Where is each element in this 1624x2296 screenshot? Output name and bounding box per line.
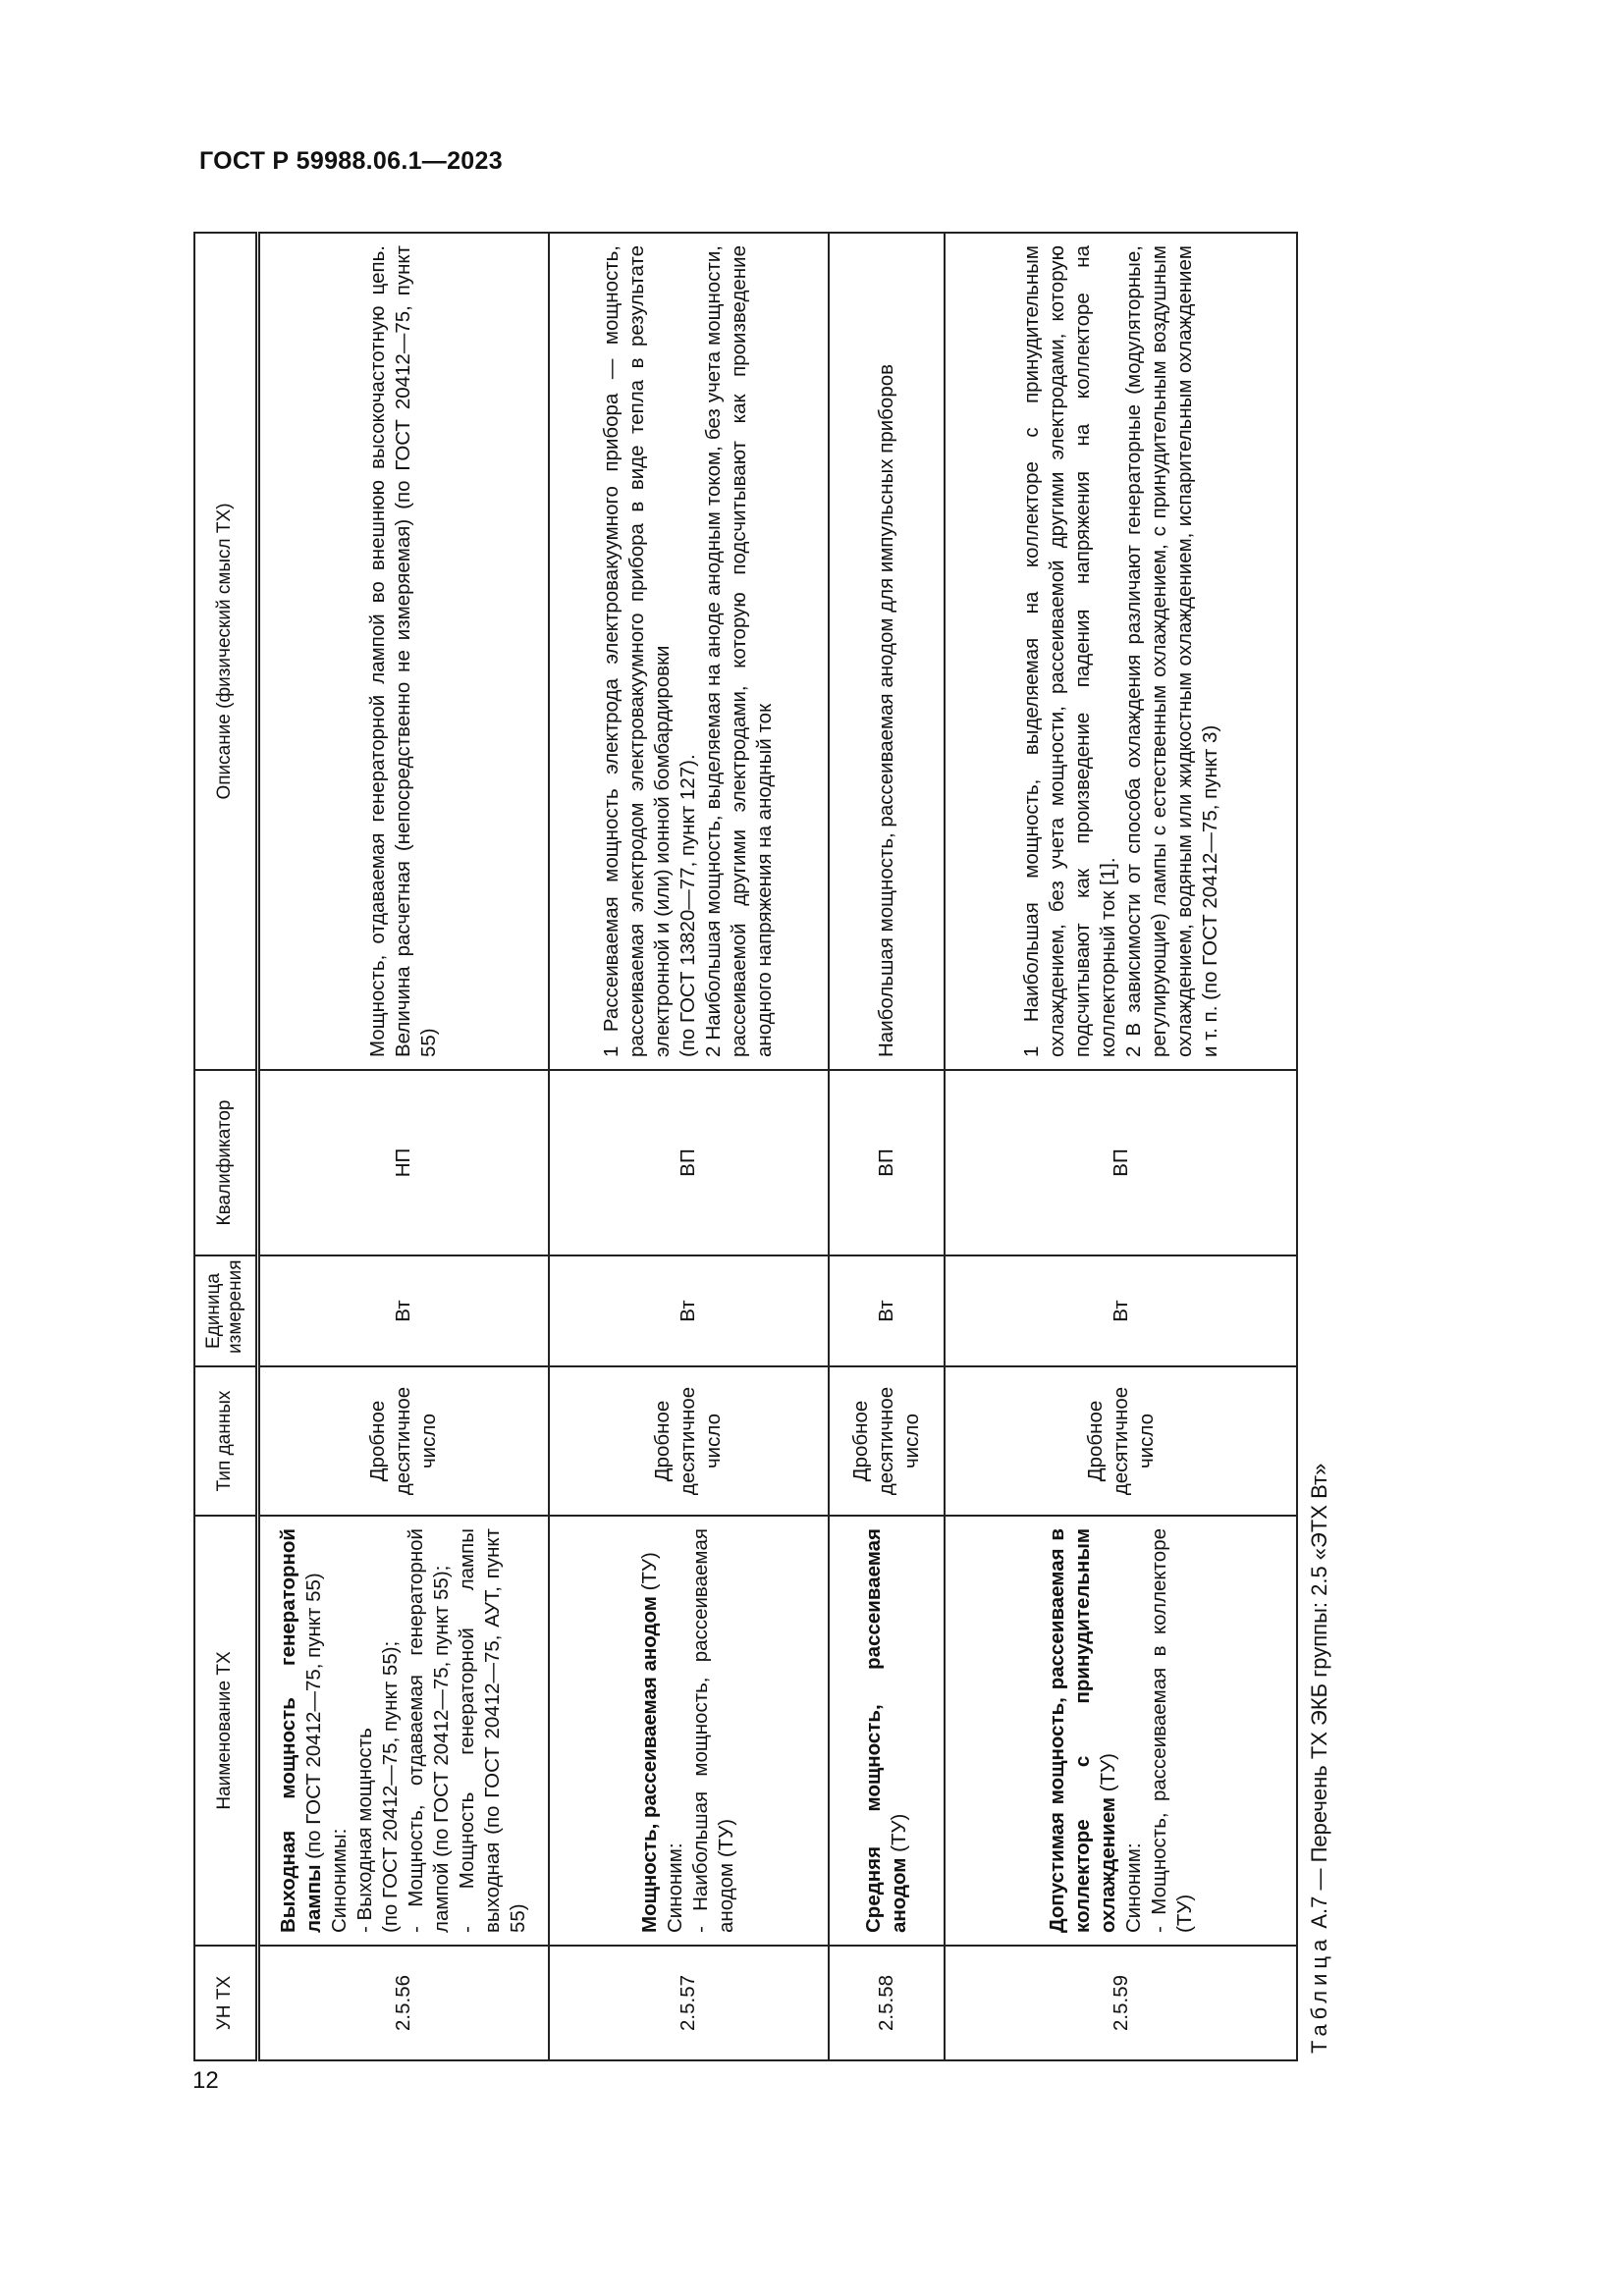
- cell-type: Дробное десятичное число: [257, 1366, 549, 1516]
- desc-line: Мощность, отдаваемая генераторной лампой во внешнюю высокочастотную цепь. Величина расчетная (непосредственно не измеряемая) (по ГОСТ 20412—75, пункт 55): [366, 245, 441, 1057]
- cell-desc: [257, 233, 549, 1070]
- name-ref: (по ГОСТ 20412—75, пункт 55): [302, 1573, 326, 1865]
- col-header-desc: Описание (физический смысл ТХ): [194, 233, 257, 1070]
- cell-unit: Вт: [829, 1255, 946, 1366]
- cell-qualifier: ВП: [829, 1070, 946, 1255]
- synonym-line: (по ГОСТ 20412—75, пункт 55);: [379, 1640, 403, 1933]
- table-row: [829, 233, 946, 2060]
- desc-line: 2 Наибольшая мощность, выделяемая на аноде анодным током, без учета мощности, рассеиваемой другими электродами, которую подсчитывают как произведение анодного напряжения на анодный ток: [702, 245, 777, 1057]
- table-row: [945, 233, 1297, 2060]
- cell-name: [945, 1516, 1297, 1946]
- table-row: [257, 233, 549, 2060]
- cell-unit: Вт: [549, 1255, 829, 1366]
- cell-qualifier: ВП: [549, 1070, 829, 1255]
- name-ref: (ТУ): [887, 1813, 910, 1858]
- synonym-label: Синоним:: [664, 1842, 687, 1933]
- desc-line: 2 В зависимости от способа охлаждения различают генераторные (модуляторные, регулирующие) лампы с естественным охлаждением, с принудительным воздушным охлаждением, водяным или жидкостным охлаждением, испарительным охлаждением и т. п. (по ГОСТ 20412—75, пункт 3): [1121, 245, 1221, 1057]
- name-ref: (ТУ): [638, 1552, 662, 1597]
- caption-label: Таблица: [1307, 1934, 1331, 2054]
- name-bold: Средняя мощность, рассеиваемая анодом: [861, 1528, 910, 1933]
- cell-desc: [829, 233, 946, 1070]
- name-ref: (ТУ): [1096, 1753, 1119, 1797]
- col-header-unit: Единица измерения: [194, 1255, 257, 1366]
- cell-type: Дробное десятичное число: [549, 1366, 829, 1516]
- cell-code: 2.5.57: [549, 1946, 829, 2060]
- table-header-row: [194, 233, 257, 2060]
- cell-qualifier: ВП: [945, 1070, 1297, 1255]
- cell-desc: [945, 233, 1297, 1070]
- table-row: [549, 233, 829, 2060]
- synonym-label: Синоним:: [1121, 1842, 1145, 1933]
- caption-text: А.7 — Перечень ТХ ЭКБ группы: 2.5 «ЭТХ Вт»: [1307, 1463, 1331, 1935]
- synonym-label: Синонимы:: [328, 1828, 352, 1933]
- cell-desc: [549, 233, 829, 1070]
- col-header-code: УН ТХ: [194, 1946, 257, 2060]
- synonym-line: - Наибольшая мощность, рассеиваемая анодом (ТУ): [689, 1528, 738, 1933]
- col-header-name: Наименование ТХ: [194, 1516, 257, 1946]
- col-header-qualifier: Квалификатор: [194, 1070, 257, 1255]
- cell-qualifier: НП: [257, 1070, 549, 1255]
- tx-table: [193, 232, 1298, 2061]
- desc-line: 1 Наибольшая мощность, выделяемая на коллекторе с принудительным охлаждением, без учета мощности, рассеиваемой другими электродами, которую подсчитывают как произведение падения напряжения на коллекторе на коллекторный ток [1].: [1019, 245, 1119, 1057]
- table-caption: [1307, 1464, 1332, 2054]
- cell-type: Дробное десятичное число: [945, 1366, 1297, 1516]
- page-number: 12: [192, 2067, 219, 2094]
- cell-type: Дробное десятичное число: [829, 1366, 946, 1516]
- name-bold: Выходная мощность генераторной лампы: [277, 1528, 326, 1933]
- cell-name: [257, 1516, 549, 1946]
- cell-code: 2.5.59: [945, 1946, 1297, 2060]
- col-header-type: Тип данных: [194, 1366, 257, 1516]
- synonym-line: - Мощность, рассеиваемая в коллекторе (ТУ): [1147, 1528, 1196, 1933]
- cell-name: [829, 1516, 946, 1946]
- desc-line: Наибольшая мощность, рассеиваемая анодом для импульсных приборов: [874, 363, 897, 1057]
- cell-code: 2.5.58: [829, 1946, 946, 2060]
- name-bold: Допустимая мощность, рассеиваемая в коллекторе с принудительным охлаждением: [1045, 1528, 1119, 1933]
- desc-line: 1 Рассеиваемая мощность электрода электровакуумного прибора — мощность, рассеиваемая электродом электровакуумного прибора в виде тепла в результате электронной и (или) ионной бомбардировки: [600, 245, 675, 1057]
- desc-line: (по ГОСТ 13820—77, пункт 127).: [677, 754, 700, 1057]
- synonym-line: - Мощность генераторной лампы выходная (по ГОСТ 20412—75, АУТ, пункт 55): [456, 1528, 530, 1933]
- cell-unit: Вт: [945, 1255, 1297, 1366]
- document-code: ГОСТ Р 59988.06.1—2023: [199, 147, 503, 175]
- rotated-table-content: [193, 234, 1337, 2061]
- name-bold: Мощность, рассеиваемая анодом: [638, 1596, 662, 1933]
- synonym-line: - Мощность, отдаваемая генераторной лампой (по ГОСТ 20412—75, пункт 55);: [405, 1528, 454, 1933]
- cell-code: 2.5.56: [257, 1946, 549, 2060]
- synonym-line: - Выходная мощность: [353, 1728, 377, 1933]
- cell-unit: Вт: [257, 1255, 549, 1366]
- rotated-table-frame: [193, 234, 1337, 2061]
- cell-name: [549, 1516, 829, 1946]
